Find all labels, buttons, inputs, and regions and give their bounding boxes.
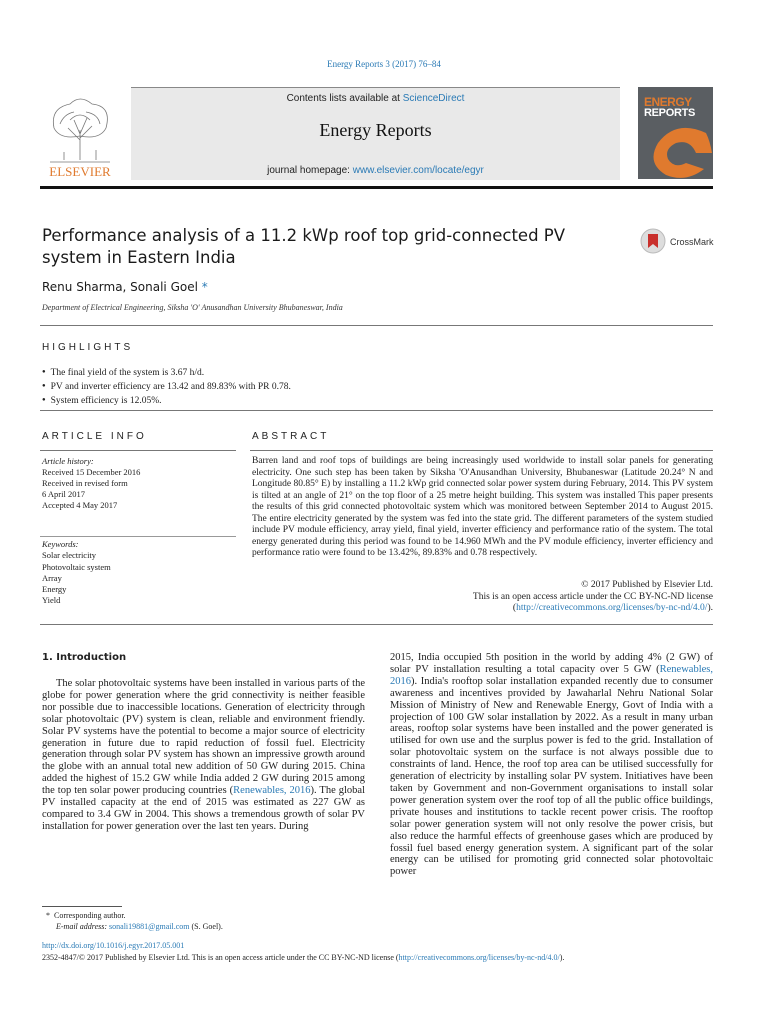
sciencedirect-link[interactable]: ScienceDirect	[402, 93, 465, 104]
keywords-rule	[40, 536, 236, 537]
doi-link[interactable]: http://dx.doi.org/10.1016/j.egyr.2017.05.001	[42, 941, 185, 950]
cover-title-line2: REPORTS	[644, 107, 696, 119]
article-info-rule	[40, 450, 236, 451]
abstract-copyright	[252, 580, 713, 615]
body-column-right	[390, 652, 713, 878]
abstract-text: Barren land and roof tops of buildings are being increasingly used worldwide to install solar panels for generating electricity. One such step has been taken by Siksha 'O'Anusandhan University, Bhubaneswar (Latitude 20.24° N and Longitude 80.85° E) by installing a 11.2 kWp grid connected solar power system during February, 2014. This PV system is tilted at an angle of 21° on the top floor of a 25 metre height building. This system was installed This paper presents the results of this grid connected photovoltaic system which was monitored between September 2014 to August 2015. The entire electricity generated by the system was fed into the state grid. The different parameters of the system studied include PV module efficiency, array yield, final yield, inverter efficiency and performance ratio of the system. The total energy generated during this period was found to be 14.960 MWh and the PV module efficiency, inverter efficiency and performance ratio were found to be 13.42%, 89.83% and 0.78 respectively.	[252, 456, 713, 558]
highlight-item: ● The final yield of the system is 3.67 h/d.	[42, 366, 291, 380]
keywords-label: Keywords:	[42, 539, 79, 549]
history-entry: Received 15 December 2016	[42, 467, 141, 477]
keyword: Solar electricity	[42, 550, 97, 561]
highlight-item: ● PV and inverter efficiency are 13.42 and 89.83% with PR 0.78.	[42, 380, 291, 394]
header-rule	[40, 186, 713, 189]
intro-text: The solar photovoltaic systems have been installed in various parts of the globe for power generation where the grid connectivity is neither feasible nor possible due to inaccessible locations. Generation of electricity through solar photovoltaic (PV) system is clean, reliable and environment friendly. Solar PV systems have the potential to become a major source of electricity generation in future due to rapid reduction of fossil fuel. Electricity generation through solar PV system has shown an impressive growth around the globe with an annual total new addition of 50 GW during 2015. China added the highest of 15.2 GW while India added 2 GW during 2015 among the top ten solar power producing countries (	[42, 678, 365, 797]
paper-title: Performance analysis of a 11.2 kWp roof top grid-connected PV system in Eastern India	[42, 226, 566, 267]
keyword: Photovoltaic system	[42, 561, 111, 572]
keyword: Yield	[42, 595, 61, 606]
crossmark-icon[interactable]	[640, 228, 666, 254]
email-link[interactable]: sonali19881@gmail.com	[109, 922, 190, 931]
author-list	[42, 280, 208, 294]
authors: Renu Sharma, Sonali Goel	[42, 280, 198, 294]
corresponding-author-mark[interactable]: *	[201, 280, 208, 294]
license-link-line: (http://creativecommons.org/licenses/by-nc-nd/4.0/).	[512, 603, 713, 613]
homepage-prefix: journal homepage:	[267, 165, 353, 176]
citation-link[interactable]: Renewables, 2016	[390, 663, 713, 687]
footnote-corresponding	[46, 910, 223, 921]
license-link[interactable]: http://creativecommons.org/licenses/by-nc-nd/4.0/	[516, 603, 708, 613]
footnote-mark: *	[46, 911, 50, 920]
cover-emblem-icon	[646, 123, 712, 179]
introduction-heading: 1. Introduction	[42, 652, 127, 663]
publisher-name: ELSEVIER	[49, 164, 111, 179]
footnote-label: Corresponding author.	[54, 911, 126, 920]
journal-reference[interactable]: Energy Reports 3 (2017) 76–84	[327, 59, 441, 69]
footnote-email-line	[46, 921, 223, 932]
abstract-bottom-rule	[40, 624, 713, 625]
history-label: Article history:	[42, 456, 94, 466]
intro-text: 2015, India occupied 5th position in the world by adding 4% (2 GW) of solar PV installation resulting a total capacity over 5 GW (	[390, 652, 713, 675]
citation-link[interactable]: Renewables, 2016	[233, 785, 311, 797]
contents-line	[131, 93, 620, 104]
highlights-heading: HIGHLIGHTS	[42, 342, 134, 353]
intro-text: ). The global PV installed capacity at the end of 2015 was estimated as 227 GW as compared to 3.4 GW in 2004. This shows a tremendous growth of solar PV installation for power generation over the last ten years. During	[42, 785, 365, 832]
footnote-rule	[42, 906, 122, 907]
body-column-left	[42, 678, 365, 833]
abstract-heading: ABSTRACT	[252, 431, 330, 442]
footer-license-text: 2352-4847/© 2017 Published by Elsevier Ltd. This is an open access article under the CC BY-NC-ND license (	[42, 953, 399, 962]
keyword: Array	[42, 572, 62, 583]
intro-text: ). India's rooftop solar installation expanded recently due to consumer awareness and incentives provided by Jawaharlal Nehru National Solar Mission of Ministry of New and Renewable Energy, Govt of India with a projection of 100 GW solar installation by 2022. As a result in many urban areas, rooftop solar systems have been installed and the power generated is utilised for own use and the surplus power is fed to the grid. Installation of solar photovoltaic system on the surface is not always possible due to constraints of land. Hence, the roof top area can be utilised successfully for generation of electricity by installing solar PV system. Initiatives have been taken by Government and non-Government organisations to install solar power generation system over the roof top of all the public office buildings, private houses and institutions to tackle recent power crisis. The rooftop solar power generation system will not only resolve the power crisis, but also reduce the harmful effects of greenhouse gases which are produced by fossil fuel based energy generation system. A significant part of the solar energy can be utilised for promoting grid connected solar photovoltaic power	[390, 675, 713, 878]
journal-name: Energy Reports	[319, 120, 432, 140]
homepage-line	[131, 165, 620, 176]
cover-title-line1: ENERGY	[644, 95, 692, 109]
journal-cover	[638, 87, 713, 179]
contents-prefix: Contents lists available at	[286, 93, 403, 104]
highlights-rule	[40, 410, 713, 411]
history-entry: Accepted 4 May 2017	[42, 500, 118, 510]
journal-homepage-link[interactable]: www.elsevier.com/locate/egyr	[352, 165, 484, 176]
elsevier-logo	[40, 90, 120, 182]
footnote	[46, 910, 223, 932]
email-label: E-mail address:	[56, 922, 110, 931]
copyright-line: © 2017 Published by Elsevier Ltd.	[581, 580, 713, 590]
footer-license	[42, 953, 564, 962]
keyword: Energy	[42, 584, 67, 595]
email-suffix: (S. Goel).	[189, 922, 223, 931]
history-entry: 6 April 2017	[42, 489, 85, 499]
abstract-rule	[250, 450, 713, 451]
affiliation: Department of Electrical Engineering, Siksha 'O' Anusandhan University Bhubaneswar, India	[42, 303, 343, 312]
crossmark-label[interactable]: CrossMark	[670, 237, 714, 247]
footer-license-suffix: ).	[559, 953, 565, 962]
title-rule	[40, 325, 713, 326]
highlights-list	[42, 366, 291, 408]
article-history	[42, 456, 140, 511]
license-line: This is an open access article under the CC BY-NC-ND license	[472, 591, 713, 602]
article-info-heading: ARTICLE INFO	[42, 431, 147, 442]
footer-license-link[interactable]: http://creativecommons.org/licenses/by-nc-nd/4.0/	[398, 953, 560, 962]
highlight-item: ● System efficiency is 12.05%.	[42, 394, 291, 408]
keywords-block	[42, 539, 111, 607]
history-entry: Received in revised form	[42, 478, 128, 488]
